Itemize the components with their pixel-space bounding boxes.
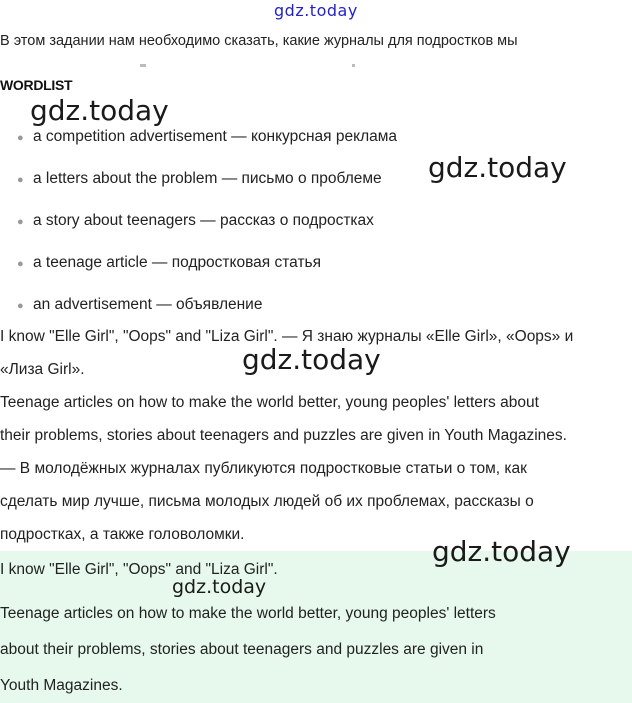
- wordlist-item-text: a competition advertisement — конкурсная реклама: [33, 128, 398, 145]
- answer-ru-line: подростках, а также головоломки.: [0, 526, 245, 543]
- watermark: gdz.today: [428, 151, 567, 184]
- bullet-icon: ●: [17, 132, 24, 144]
- wordlist-item-text: an advertisement — объявление: [33, 296, 263, 313]
- bullet-icon: ●: [17, 300, 24, 312]
- answer-ru-line: сделать мир лучше, письма молодых людей об их проблемах, рассказы о: [0, 493, 534, 510]
- answer-en-line: about their problems, stories about teenagers and puzzles are given in: [0, 641, 484, 658]
- answer-en-line: Teenage articles on how to make the world better, young peoples' letters: [0, 605, 496, 622]
- watermark: gdz.today: [30, 94, 169, 127]
- watermark-top: gdz.today: [274, 1, 358, 20]
- bullet-icon: ●: [17, 258, 24, 270]
- bullet-icon: ●: [17, 216, 24, 228]
- wordlist-item-text: a teenage article — подростковая статья: [33, 254, 322, 271]
- wordlist-item-text: a story about teenagers — рассказ о подростках: [33, 212, 374, 229]
- bullet-icon: ●: [17, 174, 24, 186]
- answer-ru-line: «Лиза Girl».: [0, 361, 85, 378]
- wordlist-heading: WORDLIST: [0, 77, 73, 93]
- answer-ru-line: Teenage articles on how to make the world better, young peoples' letters about: [0, 394, 539, 411]
- clipped-text-fragment: [140, 64, 146, 67]
- answer-ru-line: — В молодёжных журналах публикуются подростковые статьи о том, как: [0, 460, 527, 477]
- watermark: gdz.today: [172, 576, 267, 598]
- intro-text: В этом задании нам необходимо сказать, какие журналы для подростков мы: [0, 33, 518, 49]
- clipped-text-fragment: [352, 64, 355, 67]
- answer-ru-line: I know "Elle Girl", "Oops" and "Liza Girl". — Я знаю журналы «Elle Girl», «Oops» и: [0, 328, 574, 345]
- answer-ru-line: their problems, stories about teenagers and puzzles are given in Youth Magazines.: [0, 427, 567, 444]
- watermark: gdz.today: [432, 535, 571, 568]
- answer-en-line: I know "Elle Girl", "Oops" and "Liza Girl".: [0, 561, 278, 578]
- watermark: gdz.today: [242, 343, 381, 376]
- wordlist-item-text: a letters about the problem — письмо о проблеме: [33, 170, 382, 187]
- answer-en-line: Youth Magazines.: [0, 677, 123, 694]
